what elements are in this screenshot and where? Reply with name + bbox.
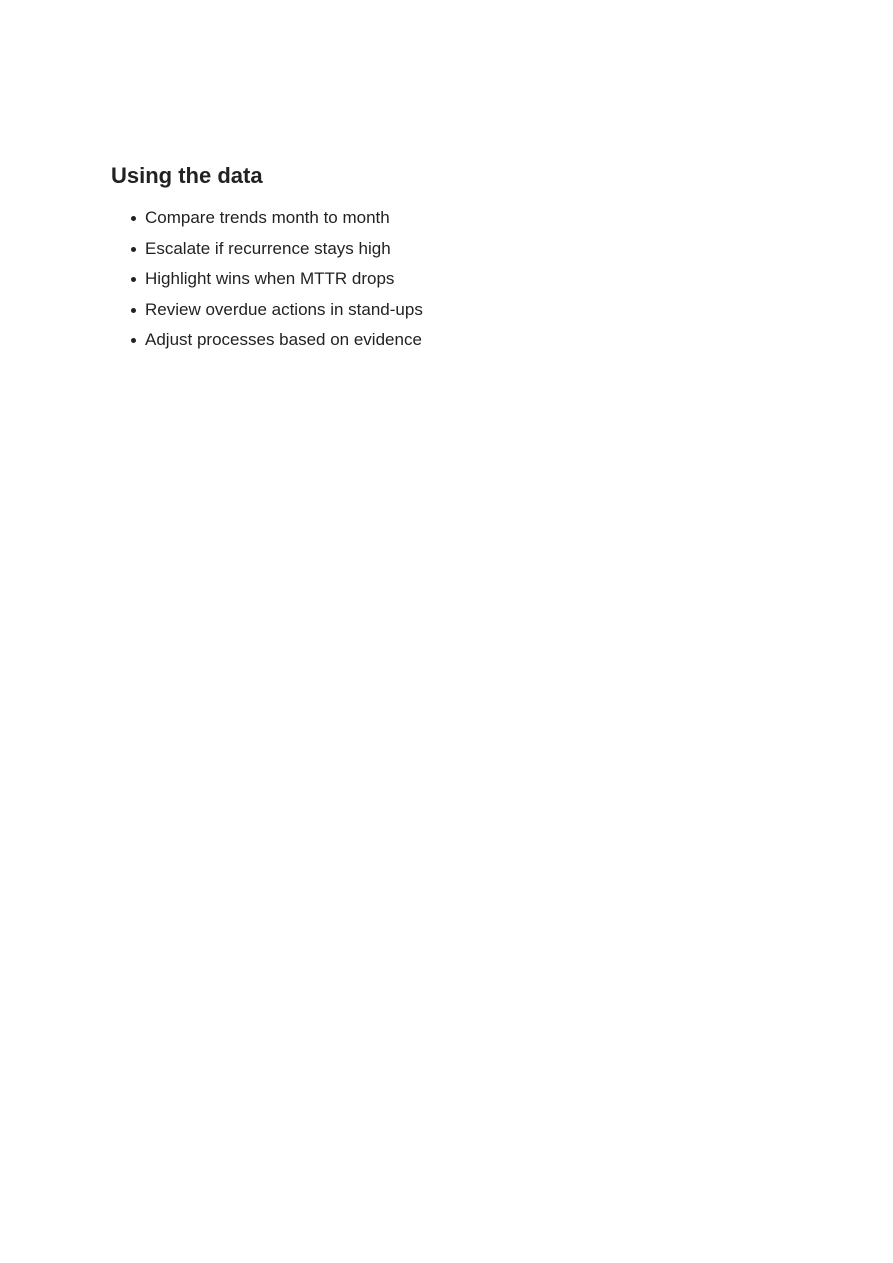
- list-item: [111, 264, 791, 295]
- bullet-icon: [131, 216, 136, 221]
- bullet-icon: [131, 338, 136, 343]
- list-item-text: Compare trends month to month: [145, 208, 390, 227]
- list-item: [111, 325, 791, 356]
- using-the-data-section: [111, 160, 791, 356]
- section-heading: Using the data: [111, 163, 263, 188]
- list-item-text: Review overdue actions in stand-ups: [145, 299, 423, 319]
- bullet-icon: [131, 277, 136, 282]
- list-item: [111, 234, 791, 265]
- list-item-text: Adjust processes based on evidence: [145, 330, 422, 349]
- list-item-text: Highlight wins when MTTR drops: [145, 269, 395, 288]
- bullet-list: [111, 203, 791, 356]
- bullet-icon: [131, 308, 136, 313]
- list-item: [111, 203, 791, 234]
- list-item: [111, 295, 791, 326]
- list-item-text: Escalate if recurrence stays high: [145, 238, 391, 258]
- bullet-icon: [131, 247, 136, 252]
